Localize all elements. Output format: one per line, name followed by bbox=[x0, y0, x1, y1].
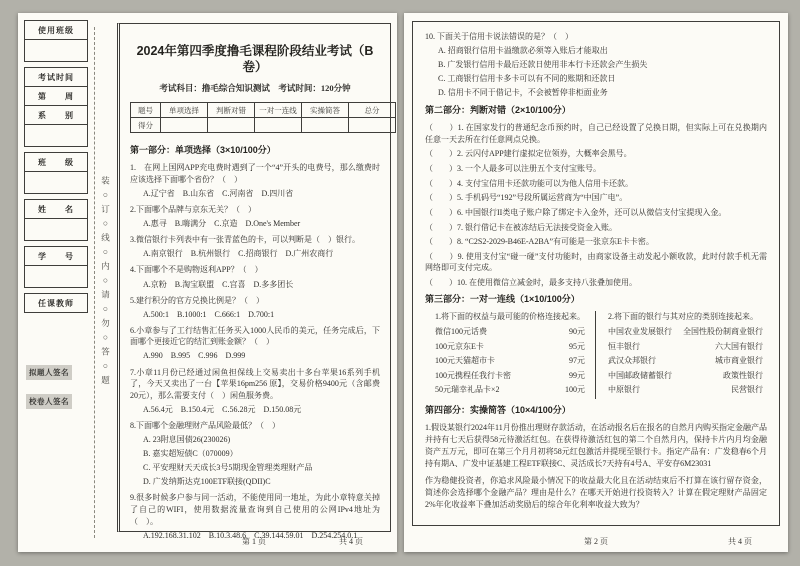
page-number: 第 2 页 bbox=[584, 537, 608, 546]
sidebar-field-class-label: 使用班级 bbox=[24, 20, 88, 40]
score-header-matching: 一对一连线 bbox=[255, 103, 302, 118]
benefit-item: 50元瑞幸礼品卡×2 bbox=[435, 385, 500, 395]
price-item: 100元 bbox=[565, 385, 585, 395]
score-cell bbox=[208, 118, 255, 133]
question-options: A.惠寻 B.嗨满分 C.京造 D.One's Member bbox=[143, 219, 301, 229]
question-text: 10. 下面关于信用卡说法错误的是？（ ） bbox=[425, 32, 573, 41]
question-5 bbox=[130, 295, 380, 321]
part4-heading: 第四部分：实操简答（10×4/100分） bbox=[425, 404, 571, 415]
matching-row bbox=[608, 355, 763, 366]
matching-row bbox=[435, 326, 585, 337]
question-8 bbox=[130, 420, 380, 488]
sidebar-field-name-label: 姓 名 bbox=[24, 199, 88, 219]
question-text: 3.微信银行卡列表中有一张青蓝色的卡，可以判断是（ ）银行。 bbox=[130, 235, 360, 245]
benefit-item: 100元天猫超市卡 bbox=[435, 356, 495, 366]
score-header-practical: 实操简答 bbox=[302, 103, 349, 118]
score-cell bbox=[255, 118, 302, 133]
bank-category: 城市商业银行 bbox=[715, 356, 763, 366]
exam-page-1 bbox=[18, 13, 397, 552]
practical-question-ask: 作为稳健投资者，你追求风险最小情况下的收益最大化且在活动结束后不打算在该行留存资金，简述你会选择哪个金融产品？理由是什么？在哪天开始进行投资转入？计算在假定理财产品固定2%年化收益率下叠加活动奖励后的综合年化利率收益大致为？ bbox=[425, 475, 767, 509]
sidebar-field-teacher-label: 任课教师 bbox=[24, 293, 88, 313]
sidebar-field-department-label: 系 别 bbox=[24, 105, 88, 125]
exam-subtitle: 考试科目：撸毛综合知识测试 考试时间：120分钟 bbox=[159, 83, 351, 94]
signature-labels bbox=[24, 359, 88, 409]
sidebar-field-week-label: 第 周 bbox=[24, 86, 88, 106]
question-7 bbox=[130, 367, 380, 416]
judgment-item-7: （ ）7. 银行借记卡在被冻结后无法接受资金入账。 bbox=[425, 222, 617, 232]
total-pages: 共 4 页 bbox=[339, 537, 363, 546]
question-option-d: D. 信用卡不同于借记卡，不会被暂停非柜面业务 bbox=[438, 88, 608, 98]
question-options: A.990 B.995 C.996 D.999 bbox=[143, 351, 246, 361]
matching-column-benefits bbox=[425, 311, 596, 399]
question-option-c: C. 平安理财天天成长3号5期现金管理类理财产品 bbox=[143, 463, 313, 473]
judgment-item-5: （ ）5. 手机码号“192”号段所属运营商为“中国广电”。 bbox=[425, 193, 628, 203]
judgment-item-9: （ ）9. 使用支付宝“碰一碰”支付功能时，由商家设备主动发起小额收款，此时付款手机无需网络即可支付完成。 bbox=[425, 252, 767, 273]
bank-item: 中国邮政储蓄银行 bbox=[608, 370, 672, 380]
score-header-question-no: 题号 bbox=[131, 103, 161, 118]
judgment-item-3: （ ）3. 一个人最多可以注册五个支付宝账号。 bbox=[425, 164, 601, 174]
question-option-a: A. 23附息国债26(230026) bbox=[143, 435, 231, 445]
question-setter-signature-label: 拟题人签名 bbox=[26, 365, 72, 380]
binding-line-strip bbox=[94, 27, 116, 538]
question-text: 9.很多时候多户参与同一活动，不能使用同一地址，为此小章特意关掉了自己的WIFI，使用数据流量查询到自己使用的公网IPv4地址为（ ）。 bbox=[130, 493, 380, 526]
bank-category: 全国性股份制商业银行 bbox=[683, 327, 763, 337]
total-pages: 共 4 页 bbox=[728, 537, 752, 546]
matching-row bbox=[608, 370, 763, 381]
benefit-item: 100元京东E卡 bbox=[435, 341, 484, 351]
score-table bbox=[130, 102, 396, 133]
question-option-b: B. 嘉实超短债C（070009） bbox=[143, 449, 238, 459]
score-table-header-row bbox=[131, 103, 396, 118]
reviewer-signature-label: 校卷人签名 bbox=[26, 394, 72, 409]
score-cell bbox=[161, 118, 208, 133]
score-header-true-false: 判断对错 bbox=[208, 103, 255, 118]
question-options: A.辽宁省 B.山东省 C.河南省 D.四川省 bbox=[143, 188, 294, 198]
page1-footer bbox=[117, 536, 391, 547]
matching-column-banks bbox=[596, 311, 767, 399]
question-2 bbox=[130, 204, 380, 230]
matching-row bbox=[435, 370, 585, 381]
score-cell bbox=[349, 118, 396, 133]
question-9 bbox=[130, 492, 380, 541]
sidebar-blank-cell bbox=[24, 124, 88, 147]
price-item: 97元 bbox=[569, 356, 585, 366]
judgment-item-1: （ ）1. 在国家发行的普通纪念币预约时，自己已经设置了兑换日期，但实际上可在兑换期内任意一天去所在行任意网点兑换。 bbox=[425, 123, 767, 144]
sidebar-blank-cell bbox=[24, 39, 88, 62]
matching-row bbox=[435, 384, 585, 395]
bank-item: 恒丰银行 bbox=[608, 341, 640, 351]
bank-item: 中原银行 bbox=[608, 385, 640, 395]
matching-row bbox=[435, 355, 585, 366]
score-row-label: 得分 bbox=[131, 118, 161, 133]
sidebar-field-grade-label: 班 级 bbox=[24, 152, 88, 172]
question-text: 5.建行积分的官方兑换比例是？（ ） bbox=[130, 295, 264, 305]
bank-category: 政策性银行 bbox=[723, 370, 763, 380]
question-text: 8.下面哪个金融理财产品风险最低？（ ） bbox=[130, 420, 280, 430]
question-options: A.500:1 B.1000:1 C.666:1 D.700:1 bbox=[143, 309, 275, 319]
matching-title: 1.将下面的权益与最可能的价格连接起来。 bbox=[435, 312, 585, 322]
question-options: A.京粉 B.淘宝联盟 C.宫喜 D.多多团长 bbox=[143, 279, 294, 289]
matching-row bbox=[608, 326, 763, 337]
score-table-score-row bbox=[131, 118, 396, 133]
page1-content bbox=[117, 23, 391, 540]
question-option-b: B. 广发银行信用卡最后还款日使用非本行卡还款会产生损失 bbox=[438, 60, 648, 70]
binding-line-text: 装○订○线○内○请○勿○答○题 bbox=[100, 176, 111, 389]
question-option-d: D. 广发纳斯达克100ETF联接(QDII)C bbox=[143, 477, 271, 487]
question-option-c: C. 工商银行信用卡多卡可以有不同的账期和还款日 bbox=[438, 74, 616, 84]
part1-heading: 第一部分：单项选择（3×10/100分） bbox=[130, 145, 276, 156]
benefit-item: 微信100元话费 bbox=[435, 327, 487, 337]
question-text: 2.下面哪个品牌与京东无关？（ ） bbox=[130, 205, 256, 215]
exam-page-2 bbox=[404, 13, 788, 552]
price-item: 95元 bbox=[569, 341, 585, 351]
sidebar-field-exam-time-label: 考试时间 bbox=[24, 67, 88, 87]
question-options: A.南京银行 B.杭州银行 C.招商银行 D.广州农商行 bbox=[143, 249, 334, 259]
score-cell bbox=[302, 118, 349, 133]
price-item: 90元 bbox=[569, 327, 585, 337]
question-3 bbox=[130, 234, 380, 260]
page2-content bbox=[412, 21, 780, 526]
question-1 bbox=[130, 162, 380, 199]
question-6 bbox=[130, 325, 380, 362]
matching-row bbox=[608, 384, 763, 395]
sidebar-blank-cell bbox=[24, 171, 88, 194]
judgment-item-4: （ ）4. 支付宝信用卡还款功能可以为他人信用卡还款。 bbox=[425, 178, 633, 188]
exam-info-sidebar bbox=[24, 21, 88, 409]
sidebar-field-student-id-label: 学 号 bbox=[24, 246, 88, 266]
bank-item: 中国农业发展银行 bbox=[608, 327, 672, 337]
judgment-item-2: （ ）2. 云闪付APP建行虚拟定位领券，大概率会黑号。 bbox=[425, 149, 632, 159]
page2-footer bbox=[412, 536, 780, 547]
part3-heading: 第三部分：一对一连线（1×10/100分） bbox=[425, 294, 580, 305]
price-item: 99元 bbox=[569, 370, 585, 380]
bank-category: 民营银行 bbox=[731, 385, 763, 395]
matching-row bbox=[435, 341, 585, 352]
score-header-total: 总分 bbox=[349, 103, 396, 118]
bank-item: 武汉众邦银行 bbox=[608, 356, 656, 366]
matching-title: 2.将下面的银行与其对应的类别连接起来。 bbox=[608, 312, 758, 322]
question-text: 7.小章11月份已经通过闲鱼担保线上交易卖出十多台苹果16系列手机了，今天又卖出了一台【苹果16pm256 原】，交易价格9400元（含邮费20元），那么需要支付（ ）闲鱼服务费。 bbox=[130, 367, 380, 400]
question-options: A.192.168.31.102 B.10.3.48.6 C.39.144.59.01 D.254.254.0.1 bbox=[143, 530, 358, 540]
matching-row bbox=[608, 341, 763, 352]
practical-question-setup: 1.假设某银行2024年11月份推出理财存款活动，在活动报名后在报名的自然月内购买指定金融产品并持有七天后获得58元待激活红包。在获得待激活红包的第二个自然月内，保持卡片内月均金融资产五万元，即可在第三个月月初将58元红包激活并提现至银行卡。指定产品有：广发稳春6个月持有期A、广发中证基建工程ETF联接C、灵活成长7天持有4号A、平安存6M23031 bbox=[425, 422, 767, 468]
question-text: 4.下面哪个不是购物返利APP？（ ） bbox=[130, 265, 263, 275]
question-option-a: A. 招商银行信用卡溢缴款必须等入账后才能取出 bbox=[438, 46, 608, 56]
matching-section bbox=[425, 311, 767, 399]
question-options: A.56.4元 B.150.4元 C.56.28元 D.150.08元 bbox=[143, 404, 302, 414]
question-text: 6.小章参与了工行结售汇任务买入1000人民币的美元，任务完成后，下面哪个更接近它的结汇到账金额？（ ） bbox=[130, 325, 380, 347]
exam-title: 2024年第四季度撸毛课程阶段结业考试（B卷） bbox=[136, 44, 374, 74]
bank-category: 六大国有银行 bbox=[715, 341, 763, 351]
page-number: 第 1 页 bbox=[242, 537, 266, 546]
judgment-item-6: （ ）6. 中国银行II类电子账户除了绑定卡入金外，还可以从微信支付宝提现入金。 bbox=[425, 208, 727, 218]
question-text: 1. 在网上国网APP充电费时遇到了一个“4”开头的电费号，那么缴费时应该选择下面哪个省份？（ ） bbox=[130, 163, 380, 184]
part2-heading: 第二部分：判断对错（2×10/100分） bbox=[425, 105, 571, 116]
question-4 bbox=[130, 264, 380, 290]
sidebar-blank-cell bbox=[24, 265, 88, 288]
question-10 bbox=[425, 31, 767, 99]
score-header-single-choice: 单项选择 bbox=[161, 103, 208, 118]
judgment-item-10: （ ）10. 在使用微信立减金时，最多支持八张叠加使用。 bbox=[425, 278, 637, 288]
benefit-item: 100元携程任我行卡密 bbox=[435, 370, 511, 380]
sidebar-blank-cell bbox=[24, 218, 88, 241]
judgment-item-8: （ ）8. “C2S2-2029-B46E-A2BA”有可能是一张京东E卡卡密。 bbox=[425, 237, 654, 247]
